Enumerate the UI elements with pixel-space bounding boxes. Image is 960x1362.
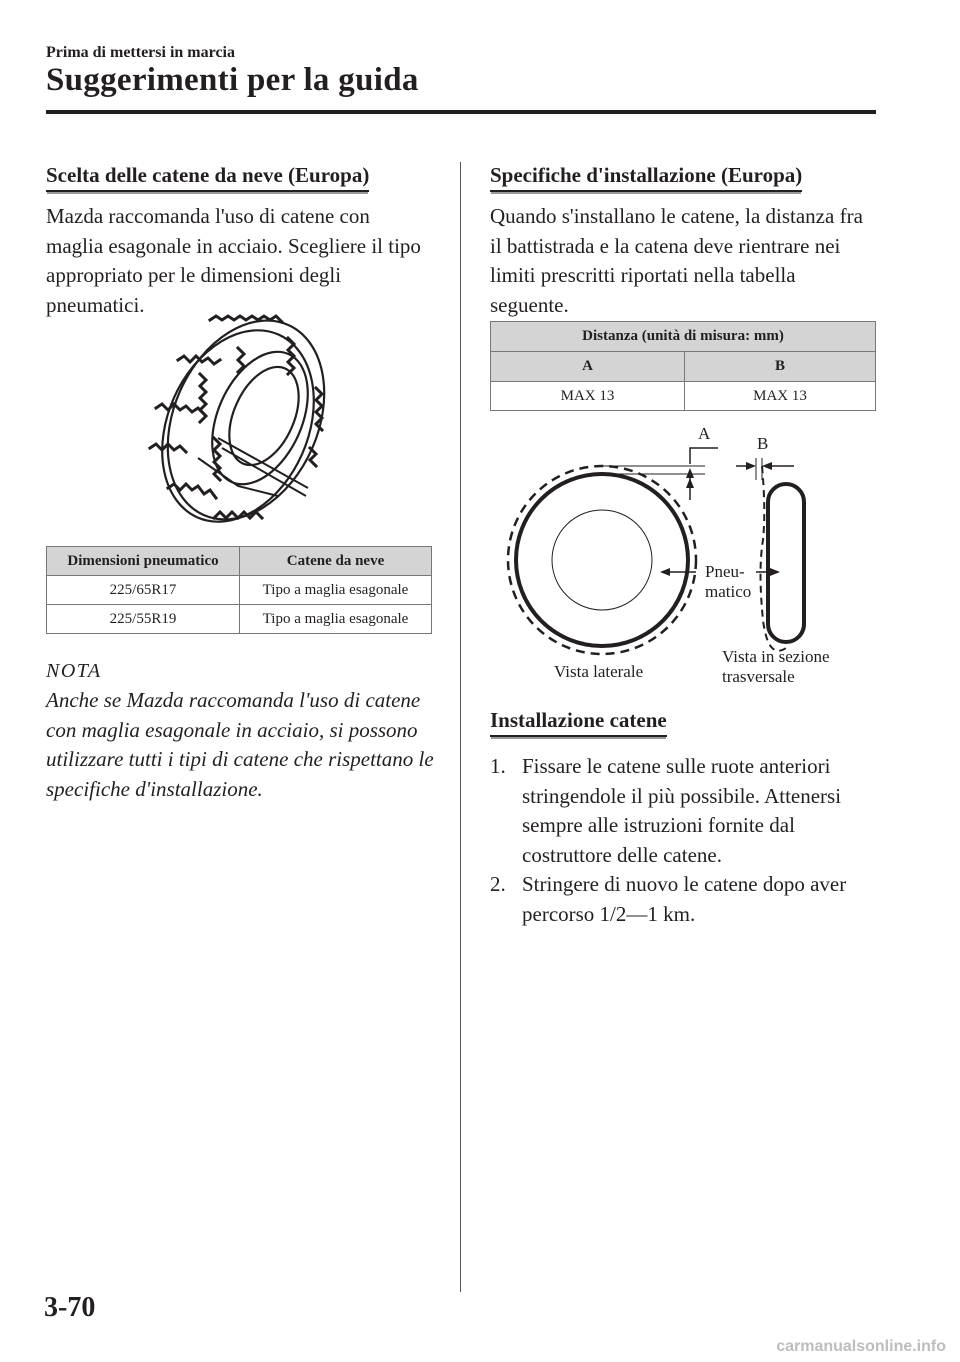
chain-link-inner-c	[238, 348, 244, 372]
table-header-snow-chain: Catene da neve	[240, 547, 432, 576]
install-chains-heading: Installazione catene	[490, 708, 667, 737]
table-cell: MAX 13	[685, 382, 876, 411]
table-cell: MAX 13	[491, 382, 685, 411]
arrowhead-tire-left	[660, 568, 670, 576]
snow-chain-heading: Scelta delle catene da neve (Europa)	[46, 163, 369, 192]
page-number: 3-70	[44, 1292, 96, 1323]
list-item	[490, 752, 878, 870]
table-cell: 225/55R19	[47, 605, 240, 634]
chain-side-circle	[508, 466, 696, 654]
arrowhead-a-bottom	[686, 478, 694, 488]
install-spec-heading: Specifiche d'installazione (Europa)	[490, 163, 802, 192]
chain-link-d	[168, 484, 216, 498]
arrowhead-b-left	[746, 462, 756, 470]
table-header-tire-size: Dimensioni pneumatico	[47, 547, 240, 576]
wheel-rim-circle	[552, 510, 652, 610]
install-steps	[490, 752, 878, 929]
chain-link-a	[178, 356, 220, 364]
section-label: Prima di mettersi in marcia	[46, 44, 235, 61]
chain-outer-ring	[138, 308, 338, 530]
step-number: 2.	[490, 872, 506, 896]
table-row	[47, 605, 432, 634]
install-spec-heading-wrap	[490, 163, 802, 192]
header-rule	[46, 110, 876, 114]
diagram-label-tire-1: Pneu-	[705, 562, 745, 581]
arrow-a-top	[690, 448, 718, 464]
table-header-b: B	[685, 352, 876, 382]
tire-cross-section	[768, 484, 804, 642]
tire-inner-ring	[215, 356, 312, 475]
chain-link-right-c	[310, 448, 316, 466]
table-row	[47, 576, 432, 605]
snow-chain-intro: Mazda raccomanda l'uso di catene con maglia esagonale in acciaio. Scegliere il tipo appropriato per le dimensioni degli pneumatici.	[46, 204, 421, 317]
step-text: Stringere di nuovo le catene dopo aver percorso 1/2―1 km.	[522, 872, 847, 926]
distance-table-title: Distanza (unità di misura: mm)	[491, 322, 876, 352]
step-text: Fissare le catene sulle ruote anteriori stringendole il più possibile. Attenersi sempre alle istruzioni fornite dal costruttore delle catene.	[522, 754, 842, 867]
table-cell: Tipo a maglia esagonale	[240, 576, 432, 605]
chain-cross-section	[761, 466, 787, 651]
tire-side-circle	[516, 474, 688, 646]
diagram-label-side: Vista laterale	[554, 662, 644, 681]
chain-link-inner-a	[200, 374, 206, 422]
install-spec-intro: Quando s'installano le catene, la distanza fra il battistrada e la catena deve rientrare nei limiti prescritti riportati nella tabella seguente.	[490, 204, 863, 317]
table-row	[491, 382, 876, 411]
table-cell: 225/65R17	[47, 576, 240, 605]
diagram-label-cross-1: Vista in sezione	[722, 647, 830, 666]
diagram-label-a: A	[698, 424, 711, 443]
table-header-a: A	[491, 352, 685, 382]
chain-link-bottom	[214, 512, 262, 518]
note-text: Anche se Mazda raccomanda l'uso di catene con maglia esagonale in acciaio, si possono utilizzare tutti i tipi di catene che rispettano le specifiche d'installazione.	[46, 688, 434, 801]
arrowhead-b-right	[762, 462, 772, 470]
tire-chain-table	[46, 546, 432, 634]
column-divider	[460, 162, 461, 1292]
watermark: carmanualsonline.info	[776, 1338, 946, 1355]
diagram-label-cross-2: trasversale	[722, 667, 795, 686]
table-cell: Tipo a maglia esagonale	[240, 605, 432, 634]
arrowhead-a-top	[686, 468, 694, 478]
snow-chain-heading-wrap	[46, 163, 369, 192]
list-item	[490, 870, 878, 929]
step-number: 1.	[490, 754, 506, 778]
diagram-label-b: B	[757, 434, 769, 453]
arrowhead-tire-right	[770, 568, 780, 576]
distance-table	[490, 321, 876, 411]
install-chains-heading-wrap	[490, 708, 667, 737]
page-title: Suggerimenti per la guida	[46, 62, 419, 98]
note-title: NOTA	[46, 660, 102, 682]
snow-chain-illustration	[138, 308, 338, 530]
diagram-label-tire-2: matico	[705, 582, 752, 601]
chain-link-b	[156, 404, 204, 414]
